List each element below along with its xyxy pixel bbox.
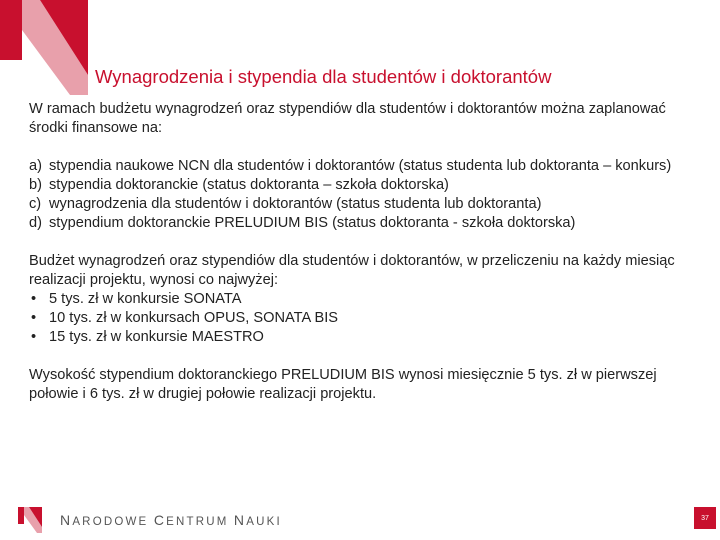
- budget-limit-item: [29, 328, 679, 347]
- preludium-note: Wysokość stypendium doktoranckiego PRELUDIUM BIS wynosi miesięcznie 5 tys. zł w pierwszej połowie i 6 tys. zł w drugiej połowie realizacji projektu.: [29, 367, 657, 402]
- list-item-text: wynagrodzenia dla studentów i doktorantów (status studenta lub doktoranta): [49, 196, 542, 212]
- ncn-logo-icon: [0, 0, 95, 95]
- list-marker: d): [29, 215, 42, 231]
- list-item: [29, 157, 679, 176]
- footer-org-word: NAUKI: [233, 512, 282, 528]
- footer-org-word: CENTRUM: [153, 512, 234, 528]
- list-marker: a): [29, 158, 42, 174]
- slide-title: Wynagrodzenia i stypendia dla studentów i doktorantów: [95, 66, 552, 87]
- list-item: [29, 214, 679, 233]
- footer-org-name: [60, 512, 282, 528]
- list-item-text: stypendia doktoranckie (status doktoranta – szkoła doktorska): [49, 177, 449, 193]
- intro-paragraph: W ramach budżetu wynagrodzeń oraz stypendiów dla studentów i doktorantów można zaplanować środki finansowe na:: [29, 101, 666, 136]
- budget-limit-text: 10 tys. zł w konkursach OPUS, SONATA BIS: [49, 310, 338, 326]
- list-marker: c): [29, 196, 42, 212]
- list-item-text: stypendium doktoranckie PRELUDIUM BIS (status doktoranta - szkoła doktorska): [49, 215, 576, 231]
- footer-org-word: NARODOWE: [60, 512, 154, 528]
- page-number: 37: [694, 507, 716, 529]
- funding-options-list: [29, 157, 679, 233]
- budget-limit-item: [29, 290, 679, 309]
- budget-paragraph: Budżet wynagrodzeń oraz stypendiów dla studentów i doktorantów, w przeliczeniu na każdy miesiąc realizacji projektu, wynosi co najwyżej:: [29, 253, 675, 288]
- list-item-text: stypendia naukowe NCN dla studentów i doktorantów (status studenta lub doktoranta – konkurs): [49, 158, 672, 174]
- slide-content: [29, 100, 679, 404]
- bullet-icon: •: [31, 310, 37, 326]
- list-item: [29, 195, 679, 214]
- budget-limit-text: 15 tys. zł w konkursie MAESTRO: [49, 329, 264, 345]
- bullet-icon: •: [31, 329, 37, 345]
- budget-limit-item: [29, 309, 679, 328]
- ncn-logo-small-icon: [18, 507, 44, 533]
- budget-limits-list: [29, 290, 679, 347]
- list-item: [29, 176, 679, 195]
- budget-limit-text: 5 tys. zł w konkursie SONATA: [49, 291, 242, 307]
- bullet-icon: •: [31, 291, 37, 307]
- list-marker: b): [29, 177, 42, 193]
